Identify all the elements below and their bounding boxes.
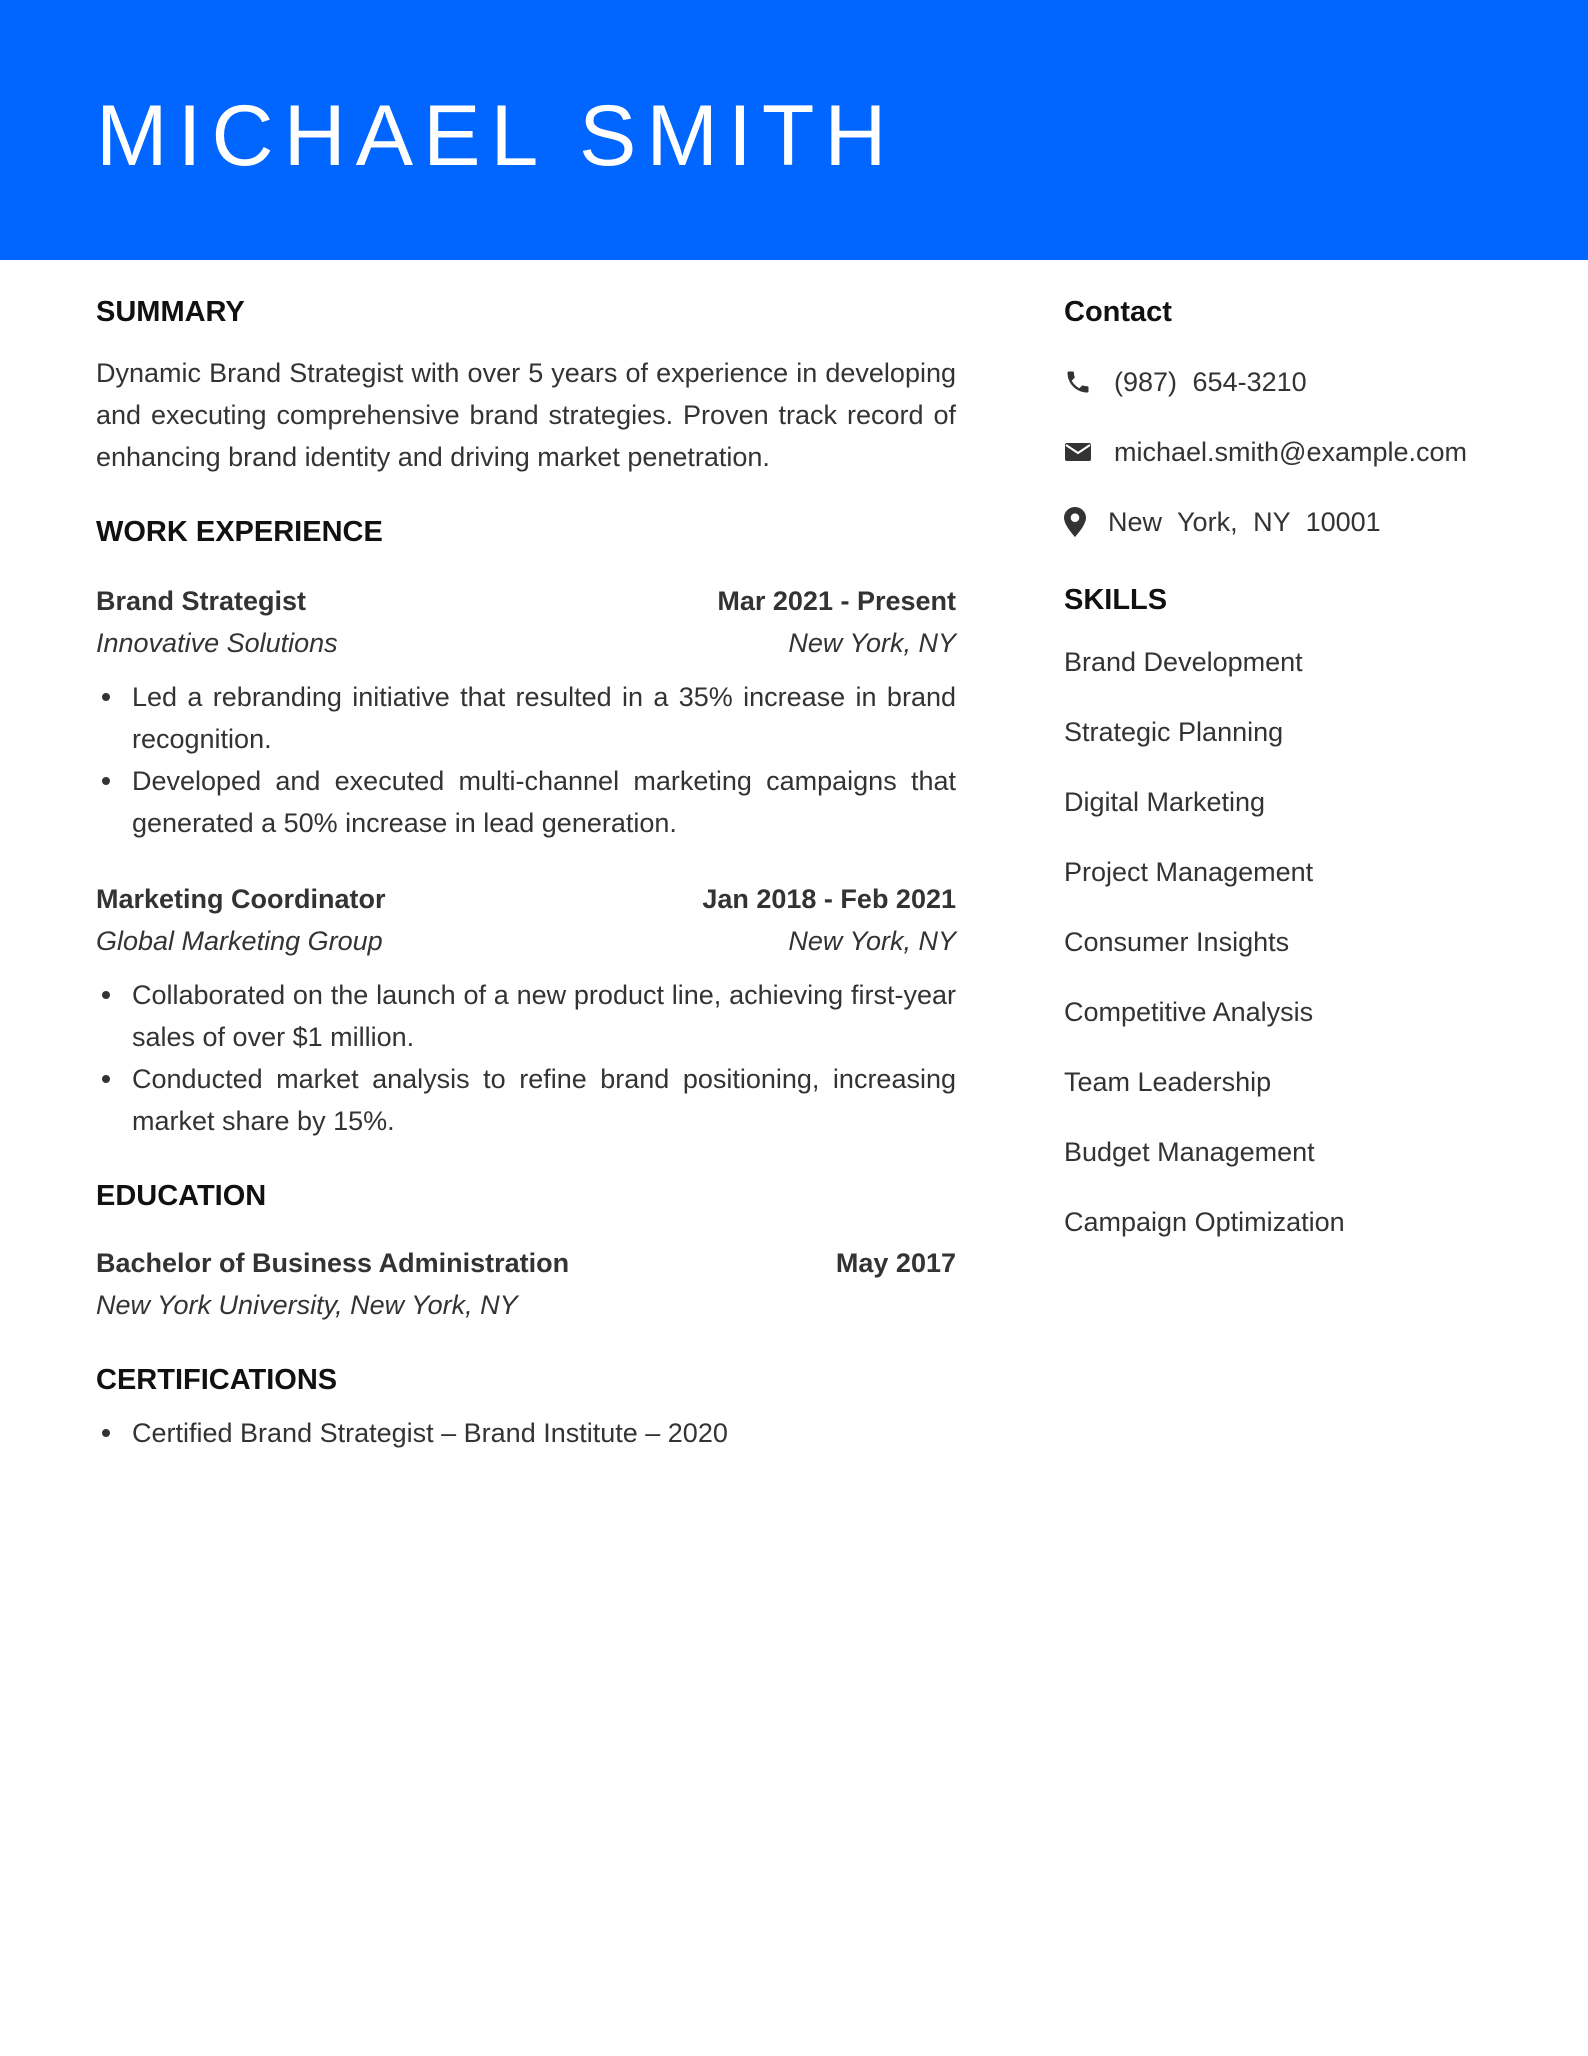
contact-heading: Contact [1064, 296, 1172, 328]
skill-item: Consumer Insights [1064, 927, 1290, 957]
bullet-dot-icon [102, 777, 110, 785]
job-location: New York, NY [788, 628, 956, 658]
skill-item: Digital Marketing [1064, 787, 1266, 817]
education-entry [96, 1242, 956, 1326]
summary-heading: SUMMARY [96, 296, 245, 328]
job-location: New York, NY [788, 926, 956, 956]
job-bullet [132, 1058, 956, 1142]
certifications-heading: CERTIFICATIONS [96, 1364, 338, 1396]
bullet-dot-icon [102, 991, 110, 999]
school: New York University, New York, NY [96, 1290, 518, 1320]
skill-item: Budget Management [1064, 1137, 1315, 1167]
job-company: Global Marketing Group [96, 926, 383, 956]
graduation-date: May 2017 [835, 1248, 956, 1278]
skill-item: Team Leadership [1064, 1067, 1272, 1097]
summary-text: Dynamic Brand Strategist with over 5 years of experience in developing and executing comprehensive brand strategies. Proven track record of enhancing brand identity and driving market penetration. [96, 358, 956, 472]
job-dates: Jan 2018 - Feb 2021 [702, 884, 956, 914]
contact-email [1064, 432, 1524, 472]
skill-item: Strategic Planning [1064, 717, 1284, 747]
job-bullets [96, 676, 956, 844]
skill-item: Competitive Analysis [1064, 997, 1314, 1027]
job-bullet-text: Collaborated on the launch of a new product line, achieving first-year sales of over $1 million. [132, 980, 956, 1052]
skill-item: Project Management [1064, 857, 1314, 887]
job-bullet-text: Led a rebranding initiative that resulted in a 35% increase in brand recognition. [132, 682, 956, 754]
header-banner [0, 0, 1588, 260]
job-bullet [132, 974, 956, 1058]
envelope-icon [1064, 437, 1094, 467]
main-column [96, 292, 956, 1454]
degree: Bachelor of Business Administration [96, 1248, 570, 1278]
bullet-dot-icon [102, 693, 110, 701]
work-experience-heading: WORK EXPERIENCE [96, 516, 383, 548]
job-entry [96, 878, 956, 1142]
job-dates: Mar 2021 - Present [717, 586, 956, 616]
certification-item [132, 1412, 956, 1454]
job-bullet [132, 760, 956, 844]
job-title: Brand Strategist [96, 586, 307, 616]
phone-number: (987) 654-3210 [1114, 366, 1307, 397]
contact-list [1064, 362, 1524, 542]
candidate-name: MICHAEL SMITH [96, 88, 897, 184]
job-title: Marketing Coordinator [96, 884, 386, 914]
job-company: Innovative Solutions [96, 628, 338, 658]
location-text: New York, NY 10001 [1108, 506, 1381, 537]
skill-item: Campaign Optimization [1064, 1207, 1345, 1237]
job-bullet [132, 676, 956, 760]
certification-list [96, 1412, 956, 1454]
job-bullets [96, 974, 956, 1142]
certification-text: Certified Brand Strategist – Brand Institute – 2020 [132, 1418, 728, 1448]
bullet-dot-icon [102, 1429, 110, 1437]
sidebar-column [1064, 292, 1524, 1272]
skill-item: Brand Development [1064, 647, 1303, 677]
job-bullet-text: Conducted market analysis to refine brand positioning, increasing market share by 15%. [132, 1064, 956, 1136]
job-bullet-text: Developed and executed multi-channel marketing campaigns that generated a 50% increase in lead generation. [132, 766, 956, 838]
map-pin-icon [1064, 507, 1094, 537]
contact-location [1064, 502, 1524, 542]
bullet-dot-icon [102, 1075, 110, 1083]
email-address: michael.smith@example.com [1114, 436, 1468, 467]
phone-icon [1064, 367, 1094, 397]
job-entry [96, 580, 956, 844]
contact-phone [1064, 362, 1524, 402]
skills-heading: SKILLS [1064, 584, 1168, 616]
skills-list [1064, 642, 1524, 1242]
education-heading: EDUCATION [96, 1180, 267, 1212]
